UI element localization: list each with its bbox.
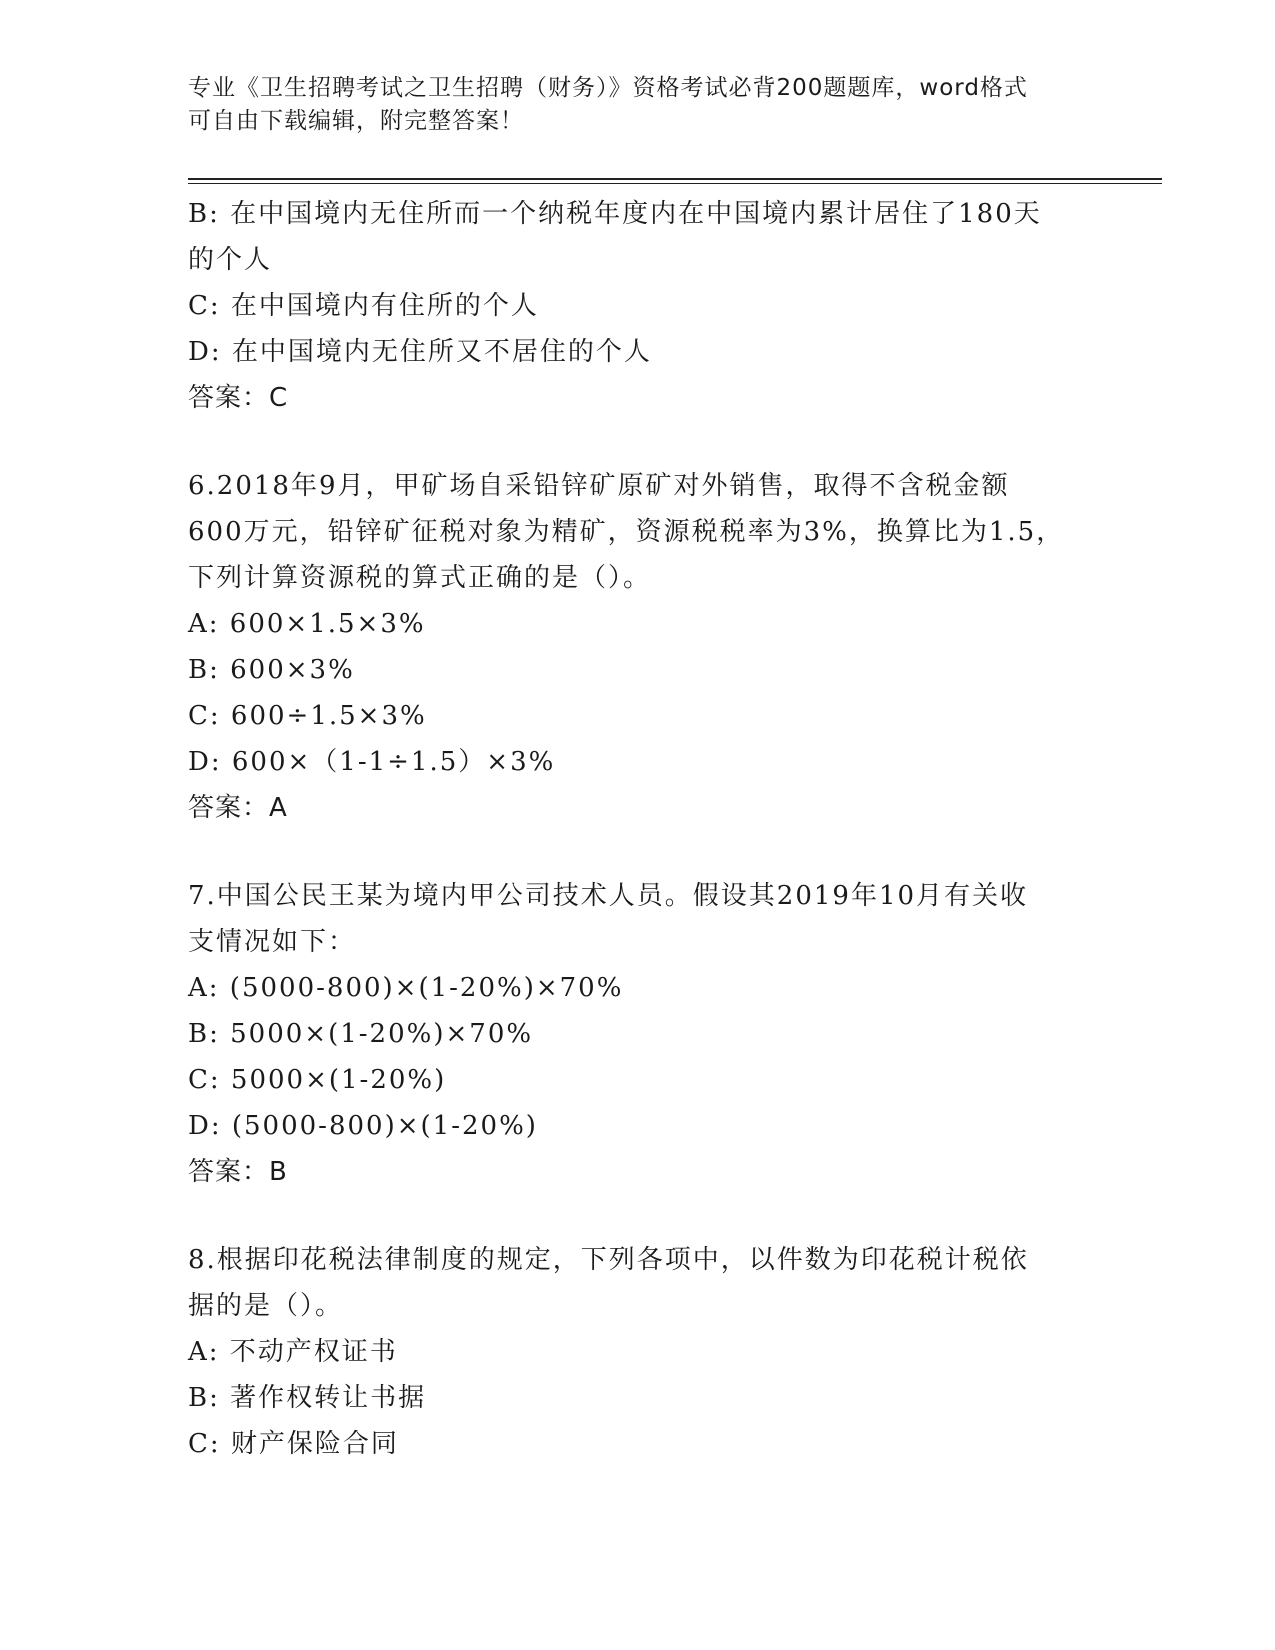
question-6-block <box>188 463 1088 831</box>
option-c: C: 在中国境内有住所的个人 <box>188 291 539 321</box>
option-b-line-1: B: 在中国境内无住所而一个纳税年度内在中国境内累计居住了180天 <box>188 199 1042 229</box>
spacer <box>188 421 1088 463</box>
question-content <box>188 191 1088 1467</box>
spacer <box>188 1195 1088 1237</box>
question-stem-line-1: 8.根据印花税法律制度的规定，下列各项中，以件数为印花税计税依 <box>188 1245 1029 1275</box>
option-d: D: (5000-800)×(1-20%) <box>188 1111 538 1141</box>
spacer <box>188 831 1088 873</box>
document-header <box>188 72 1088 138</box>
option-a: A: (5000-800)×(1-20%)×70% <box>188 973 624 1003</box>
answer: 答案：C <box>188 383 289 413</box>
option-a: A: 600×1.5×3% <box>188 609 426 639</box>
header-divider-thin <box>188 183 1162 184</box>
header-line-2: 可自由下载编辑，附完整答案！ <box>188 108 524 134</box>
option-d: D: 600×（1-1÷1.5）×3% <box>188 747 556 777</box>
question-stem-line-2: 600万元，铅锌矿征税对象为精矿，资源税税率为3%，换算比为1.5， <box>188 517 1065 547</box>
header-divider-thick <box>188 178 1162 180</box>
question-stem-line-1: 7.中国公民王某为境内甲公司技术人员。假设其2019年10月有关收 <box>188 881 1029 911</box>
question-stem-line-3: 下列计算资源税的算式正确的是（）。 <box>188 563 652 593</box>
question-5-block <box>188 191 1088 421</box>
answer: 答案：A <box>188 793 288 823</box>
option-d: D: 在中国境内无住所又不居住的个人 <box>188 337 652 367</box>
question-stem-line-2: 据的是（）。 <box>188 1291 344 1321</box>
option-c: C: 600÷1.5×3% <box>188 701 427 731</box>
option-c: C: 财产保险合同 <box>188 1429 399 1459</box>
option-b: B: 5000×(1-20%)×70% <box>188 1019 534 1049</box>
question-stem-line-2: 支情况如下： <box>188 927 357 957</box>
question-7-block <box>188 873 1088 1195</box>
question-stem-line-1: 6.2018年9月，甲矿场自采铅锌矿原矿对外销售，取得不含税金额 <box>188 471 1010 501</box>
option-b-line-2: 的个人 <box>188 245 273 275</box>
answer: 答案：B <box>188 1157 288 1187</box>
option-c: C: 5000×(1-20%) <box>188 1065 447 1095</box>
header-line-1: 专业《卫生招聘考试之卫生招聘（财务）》资格考试必背200题题库，word格式 <box>188 75 1028 101</box>
question-8-block <box>188 1237 1088 1467</box>
option-b: B: 600×3% <box>188 655 355 685</box>
option-a: A: 不动产权证书 <box>188 1337 398 1367</box>
option-b: B: 著作权转让书据 <box>188 1383 427 1413</box>
